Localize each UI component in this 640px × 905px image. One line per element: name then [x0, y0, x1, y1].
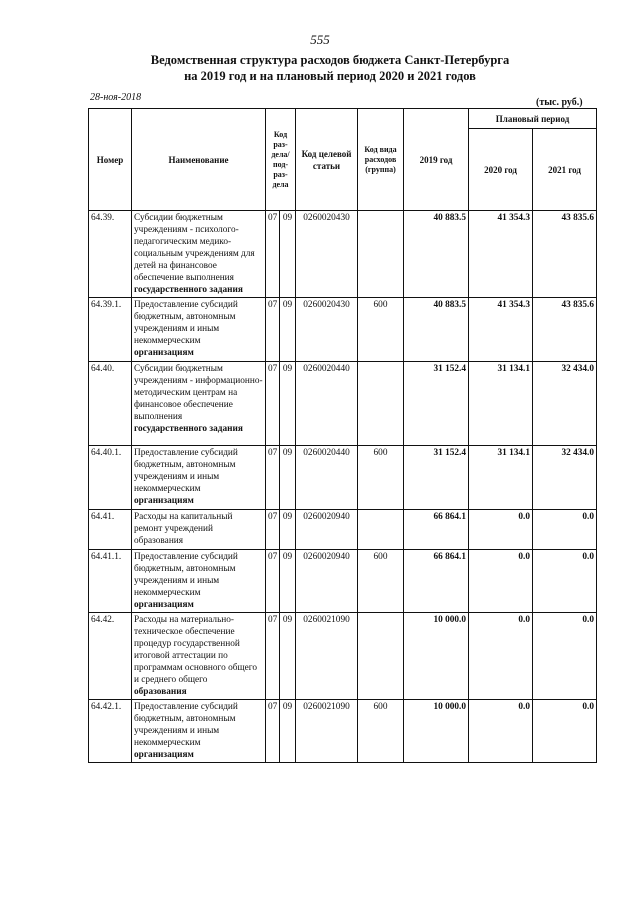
row-2021-value-cell: 0.0 [533, 550, 597, 613]
page-number: 555 [310, 32, 330, 47]
row-section-code-cell: 07 [266, 298, 280, 362]
header-vid: Код вида расходов (группа) [358, 109, 404, 211]
row-name-last-line: организациям [134, 496, 194, 506]
row-name-cell [132, 510, 266, 550]
row-2020-value-cell: 0.0 [469, 700, 533, 763]
row-2021-value-cell: 0.0 [533, 700, 597, 763]
row-2019-value-cell: 10 000.0 [404, 613, 469, 700]
row-number-cell: 64.39.1. [89, 298, 132, 362]
row-2019-value-cell: 66 864.1 [404, 510, 469, 550]
row-number-cell: 64.41. [89, 510, 132, 550]
document-title [60, 52, 600, 84]
row-name-text: Предоставление субсидий бюджетным, автономным учреждениям и иным некоммерческим [134, 300, 238, 346]
row-name-last-line: организациям [134, 750, 194, 760]
row-name-text: Субсидии бюджетным учреждениям - психолого-педагогическим медико-социальным учреждениям для детей на финансовое обеспечение выполнения [134, 213, 255, 283]
row-name-cell [132, 613, 266, 700]
row-name-text: Предоставление субсидий бюджетным, автономным учреждениям и иным некоммерческим [134, 552, 238, 598]
row-2021-value-cell: 32 434.0 [533, 362, 597, 446]
row-name-text: Расходы на материально-техническое обеспечение процедур государственной итоговой аттестации по программам основного общего и среднего общего [134, 615, 257, 685]
row-2020-value-cell: 0.0 [469, 510, 533, 550]
row-section-code-cell: 07 [266, 446, 280, 510]
row-2019-value-cell: 40 883.5 [404, 211, 469, 298]
row-expense-type-cell: 600 [358, 446, 404, 510]
header-razdel: Код раз- дела/ под- раз- дела [266, 109, 296, 211]
row-2019-value-cell: 66 864.1 [404, 550, 469, 613]
table-row [89, 362, 597, 446]
row-subsection-code-cell: 09 [280, 211, 296, 298]
row-number-cell: 64.40.1. [89, 446, 132, 510]
row-2019-value-cell: 10 000.0 [404, 700, 469, 763]
row-section-code-cell: 07 [266, 550, 280, 613]
row-subsection-code-cell: 09 [280, 510, 296, 550]
row-2020-value-cell: 41 354.3 [469, 211, 533, 298]
row-target-code-cell: 0260020940 [296, 550, 358, 613]
row-expense-type-cell: 600 [358, 550, 404, 613]
document-date: 28-ноя-2018 [90, 92, 142, 103]
row-name-last-line: организациям [134, 600, 194, 610]
row-section-code-cell: 07 [266, 362, 280, 446]
row-name-text: Предоставление субсидий бюджетным, автономным учреждениям и иным некоммерческим [134, 448, 238, 494]
row-2020-value-cell: 31 134.1 [469, 446, 533, 510]
row-2020-value-cell: 31 134.1 [469, 362, 533, 446]
title-line-1: Ведомственная структура расходов бюджета Санкт-Петербурга [150, 53, 510, 67]
row-subsection-code-cell: 09 [280, 446, 296, 510]
row-subsection-code-cell: 09 [280, 550, 296, 613]
row-number-cell: 64.41.1. [89, 550, 132, 613]
row-target-code-cell: 0260021090 [296, 613, 358, 700]
header-number: Номер [89, 109, 132, 211]
row-expense-type-cell [358, 211, 404, 298]
header-name: Наименование [132, 109, 266, 211]
row-expense-type-cell: 600 [358, 298, 404, 362]
row-target-code-cell: 0260020440 [296, 446, 358, 510]
row-name-cell [132, 211, 266, 298]
table-body [89, 211, 597, 763]
header-2019: 2019 год [404, 109, 469, 211]
row-name-text: Расходы на капитальный ремонт учреждений образования [134, 512, 233, 546]
row-2019-value-cell: 31 152.4 [404, 362, 469, 446]
row-subsection-code-cell: 09 [280, 700, 296, 763]
header-2021: 2021 год [533, 129, 597, 211]
row-number-cell: 64.40. [89, 362, 132, 446]
row-name-text: Предоставление субсидий бюджетным, автономным учреждениям и иным некоммерческим [134, 702, 238, 748]
row-name-cell [132, 298, 266, 362]
row-subsection-code-cell: 09 [280, 613, 296, 700]
row-subsection-code-cell: 09 [280, 362, 296, 446]
row-number-cell: 64.39. [89, 211, 132, 298]
row-name-last-line: государственного задания [134, 285, 243, 295]
row-expense-type-cell [358, 613, 404, 700]
row-name-cell [132, 362, 266, 446]
row-section-code-cell: 07 [266, 613, 280, 700]
row-name-cell [132, 550, 266, 613]
title-line-2: на 2019 год и на плановый период 2020 и 2021 годов [184, 69, 476, 83]
table-header [89, 109, 597, 211]
table-row [89, 550, 597, 613]
row-2019-value-cell: 40 883.5 [404, 298, 469, 362]
row-number-cell: 64.42. [89, 613, 132, 700]
row-section-code-cell: 07 [266, 211, 280, 298]
row-2019-value-cell: 31 152.4 [404, 446, 469, 510]
table-row [89, 510, 597, 550]
row-subsection-code-cell: 09 [280, 298, 296, 362]
row-2020-value-cell: 0.0 [469, 613, 533, 700]
table-row [89, 446, 597, 510]
row-target-code-cell: 0260020430 [296, 211, 358, 298]
table-row [89, 613, 597, 700]
row-name-last-line: государственного задания [134, 424, 243, 434]
header-target: Код целевой статьи [296, 109, 358, 211]
row-number-cell: 64.42.1. [89, 700, 132, 763]
row-2021-value-cell: 32 434.0 [533, 446, 597, 510]
table-row [89, 700, 597, 763]
row-name-last-line: образования [134, 687, 187, 697]
header-2020: 2020 год [469, 129, 533, 211]
table-row [89, 211, 597, 298]
budget-table [88, 108, 597, 763]
header-planned-period: Плановый период [469, 109, 597, 129]
row-2021-value-cell: 43 835.6 [533, 211, 597, 298]
row-expense-type-cell [358, 362, 404, 446]
row-expense-type-cell [358, 510, 404, 550]
row-2021-value-cell: 43 835.6 [533, 298, 597, 362]
row-expense-type-cell: 600 [358, 700, 404, 763]
row-2021-value-cell: 0.0 [533, 510, 597, 550]
row-target-code-cell: 0260020430 [296, 298, 358, 362]
row-section-code-cell: 07 [266, 700, 280, 763]
row-name-cell [132, 700, 266, 763]
row-2020-value-cell: 0.0 [469, 550, 533, 613]
row-name-text: Субсидии бюджетным учреждениям - информационно-методическим центрам на финансовое обеспечение выполнения [134, 364, 263, 422]
row-name-cell [132, 446, 266, 510]
row-2021-value-cell: 0.0 [533, 613, 597, 700]
row-target-code-cell: 0260021090 [296, 700, 358, 763]
row-target-code-cell: 0260020440 [296, 362, 358, 446]
row-target-code-cell: 0260020940 [296, 510, 358, 550]
units-label: (тыс. руб.) [536, 97, 583, 108]
table-row [89, 298, 597, 362]
row-2020-value-cell: 41 354.3 [469, 298, 533, 362]
row-section-code-cell: 07 [266, 510, 280, 550]
row-name-last-line: организациям [134, 348, 194, 358]
